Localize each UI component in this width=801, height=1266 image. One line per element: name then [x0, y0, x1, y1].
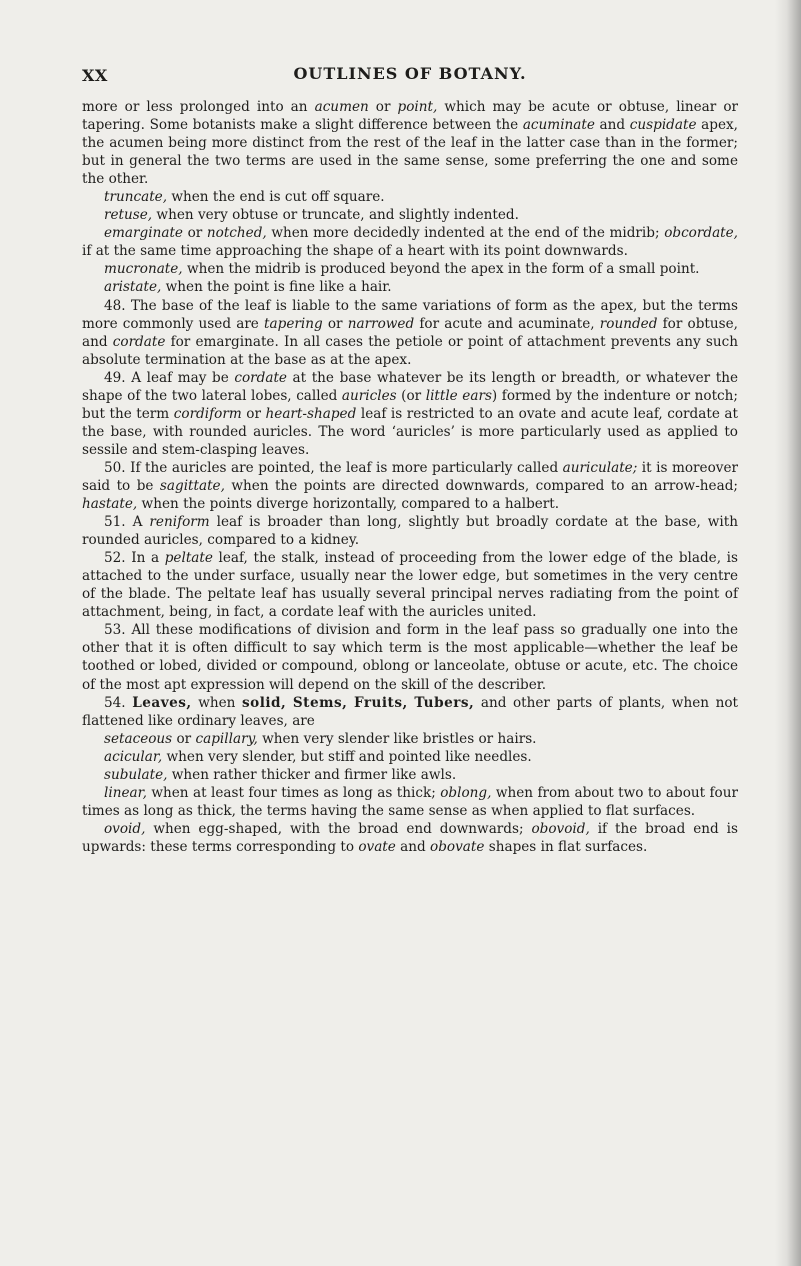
italic-term: retuse, [104, 207, 153, 224]
italic-term: aristate, [104, 279, 162, 296]
italic-term: ovoid, [104, 820, 146, 837]
text-span: leaf is broader than long, slightly but broadly cordate at the base, with rounded auricles, compared to a kidney. [82, 514, 739, 549]
italic-term: linear, [104, 784, 147, 801]
italic-term: rounded [599, 315, 658, 332]
text-span: 51. A [104, 514, 150, 531]
term-definition [82, 224, 738, 260]
italic-term: cordate [112, 333, 166, 350]
term-definition [82, 188, 738, 206]
text-span: when very slender, but stiff and pointed like needles. [162, 748, 532, 765]
term-definition [82, 278, 738, 296]
italic-term: cuspidate [629, 117, 697, 134]
italic-term: truncate, [104, 189, 168, 206]
bold-term: Leaves, [132, 694, 192, 711]
text-span: when rather thicker and firmer like awls. [167, 766, 457, 783]
text-span: shapes in flat surfaces. [484, 838, 648, 855]
italic-term: acumen [314, 99, 369, 115]
text-span: when at least four times as long as thick; [146, 784, 441, 801]
italic-term: reniform [149, 514, 210, 531]
text-span: or [241, 405, 266, 422]
text-span: when more decidedly indented at the end of the midrib; [266, 225, 665, 242]
italic-term: subulate, [104, 766, 168, 783]
italic-term: acuminate [522, 117, 595, 134]
text-span: when the end is cut off square. [167, 189, 385, 206]
italic-term: sagittate, [159, 477, 225, 494]
text-span: which may be acute or obtuse, linear or tapering. Some botanists make a slight difference between the [82, 99, 739, 134]
text-span: for emarginate. In all cases the petiole or point of attachment prevents any such absolute termination at the base as at the apex. [82, 333, 738, 368]
text-span: when very slender like bristles or hairs. [257, 730, 537, 747]
text-span: leaf is restricted to an ovate and acute leaf, cordate at the base, with rounded auricles. The word ‘auricles’ is more particularly used as applied to sessile and stem-clasping leaves. [82, 405, 739, 458]
italic-term: auricles [341, 387, 397, 404]
term-definition [82, 260, 738, 278]
term-definition [82, 206, 738, 224]
text-span: (or [396, 387, 426, 404]
italic-term: setaceous [104, 730, 173, 747]
text-span: more or less prolonged into an [82, 99, 315, 115]
text-span: 50. If the auricles are pointed, the leaf is more particularly called [104, 459, 563, 476]
italic-term: ovate [358, 838, 396, 855]
text-span: for acute and acuminate, [414, 315, 600, 332]
bold-term: Tubers, [414, 694, 475, 711]
text-span: when the point is fine like a hair. [161, 279, 392, 296]
bold-term: Stems, [292, 694, 348, 711]
numbered-paragraph [82, 694, 738, 730]
body-text [82, 98, 738, 856]
text-span: if the broad end is upwards: these terms corresponding to [82, 820, 738, 855]
bold-term: solid, [241, 694, 287, 711]
numbered-paragraph [82, 459, 738, 513]
text-span: when very obtuse or truncate, and slightly indented. [152, 207, 519, 224]
text-span: or [368, 99, 398, 115]
text-span: when [191, 694, 242, 711]
page-header [82, 64, 738, 88]
italic-term: heart-shaped [265, 405, 357, 422]
continuation-paragraph [82, 98, 738, 188]
numbered-paragraph [82, 549, 738, 621]
text-span: ) formed by the indenture or notch; but the term [82, 387, 738, 422]
text-span: leaf, the stalk, instead of proceeding from the lower edge of the blade, is attached to the under surface, usually near the lower edge, but sometimes in the very centre of the blade. The peltate leaf has usually several principal nerves radiating from the point of attachment, being, in fact, a cordate leaf with the auricles united. [82, 550, 738, 621]
page-number: XX [82, 66, 108, 85]
text-span: and other parts of plants, when not flattened like ordinary leaves, are [82, 694, 738, 729]
italic-term: hastate, [82, 496, 138, 513]
text-span: and [395, 838, 431, 855]
text-span: 53. All these modifications of division and form in the leaf pass so gradually one into the other that it is often difficult to say which term is the most applicable—whether the leaf be toothed or lobed, divided or compound, oblong or lanceolate, obtuse or acute, etc. The choice of the most apt expression will depend on the skill of the describer. [82, 622, 738, 693]
bold-term: Fruits, [353, 694, 408, 711]
text-span: 52. In a [104, 550, 165, 567]
text-span: and [594, 117, 630, 134]
numbered-paragraph [82, 513, 738, 549]
text-span: or [182, 225, 207, 242]
text-span: for obtuse, and [82, 315, 738, 350]
text-span: when the points are directed downwards, compared to an arrow-head; [224, 477, 738, 494]
italic-term: mucronate, [104, 261, 183, 278]
italic-term: cordate [234, 369, 287, 386]
text-span: or [172, 730, 196, 747]
italic-term: notched, [206, 225, 267, 242]
italic-term: little ears [425, 387, 492, 404]
numbered-paragraph [82, 297, 738, 369]
italic-term: narrowed [347, 315, 415, 332]
italic-term: capillary, [195, 730, 258, 747]
text-span [286, 695, 293, 711]
term-definition [82, 748, 738, 766]
text-span: 49. A leaf may be [104, 369, 235, 386]
numbered-paragraph [82, 369, 738, 459]
text-span: apex, the acumen being more distinct from the rest of the leaf in the latter case than in the former; but in general the two terms are used in the same sense, some preferring the one and some the other. [82, 117, 738, 188]
text-span: when the midrib is produced beyond the apex in the form of a small point. [182, 261, 700, 278]
running-title: OUTLINES OF BOTANY. [293, 64, 527, 83]
term-definition [82, 784, 738, 820]
italic-term: acicular, [104, 748, 163, 765]
text-span: 54. [104, 694, 133, 711]
italic-term: auriculate; [562, 459, 638, 476]
text-span [347, 695, 354, 711]
text-span: if at the same time approaching the shape of a heart with its point downwards. [82, 243, 628, 260]
italic-term: emarginate [104, 225, 183, 242]
text-span: or [322, 315, 348, 332]
term-definition [82, 820, 738, 856]
text-span: 48. The base of the leaf is liable to the same variations of form as the apex, but the terms more commonly used are [82, 297, 738, 332]
italic-term: point, [397, 99, 438, 115]
numbered-paragraph [82, 621, 738, 693]
italic-term: peltate [164, 550, 213, 567]
term-definition [82, 730, 738, 748]
text-span: when egg-shaped, with the broad end downwards; [145, 820, 532, 837]
italic-term: cordiform [173, 405, 242, 422]
text-span: when from about two to about four times as long as thick, the terms having the same sense as when applied to flat surfaces. [82, 784, 738, 819]
italic-term: obovoid, [531, 820, 590, 837]
page-edge-shadow [775, 0, 801, 1266]
term-definition [82, 766, 738, 784]
italic-term: tapering [264, 315, 323, 332]
italic-term: obovate [430, 838, 485, 855]
text-span: at the base whatever be its length or breadth, or whatever the shape of the two lateral lobes, called [82, 369, 738, 404]
italic-term: oblong, [440, 784, 492, 801]
text-span: when the points diverge horizontally, compared to a halbert. [137, 496, 560, 513]
italic-term: obcordate, [664, 225, 739, 242]
text-span: it is moreover said to be [82, 459, 738, 494]
